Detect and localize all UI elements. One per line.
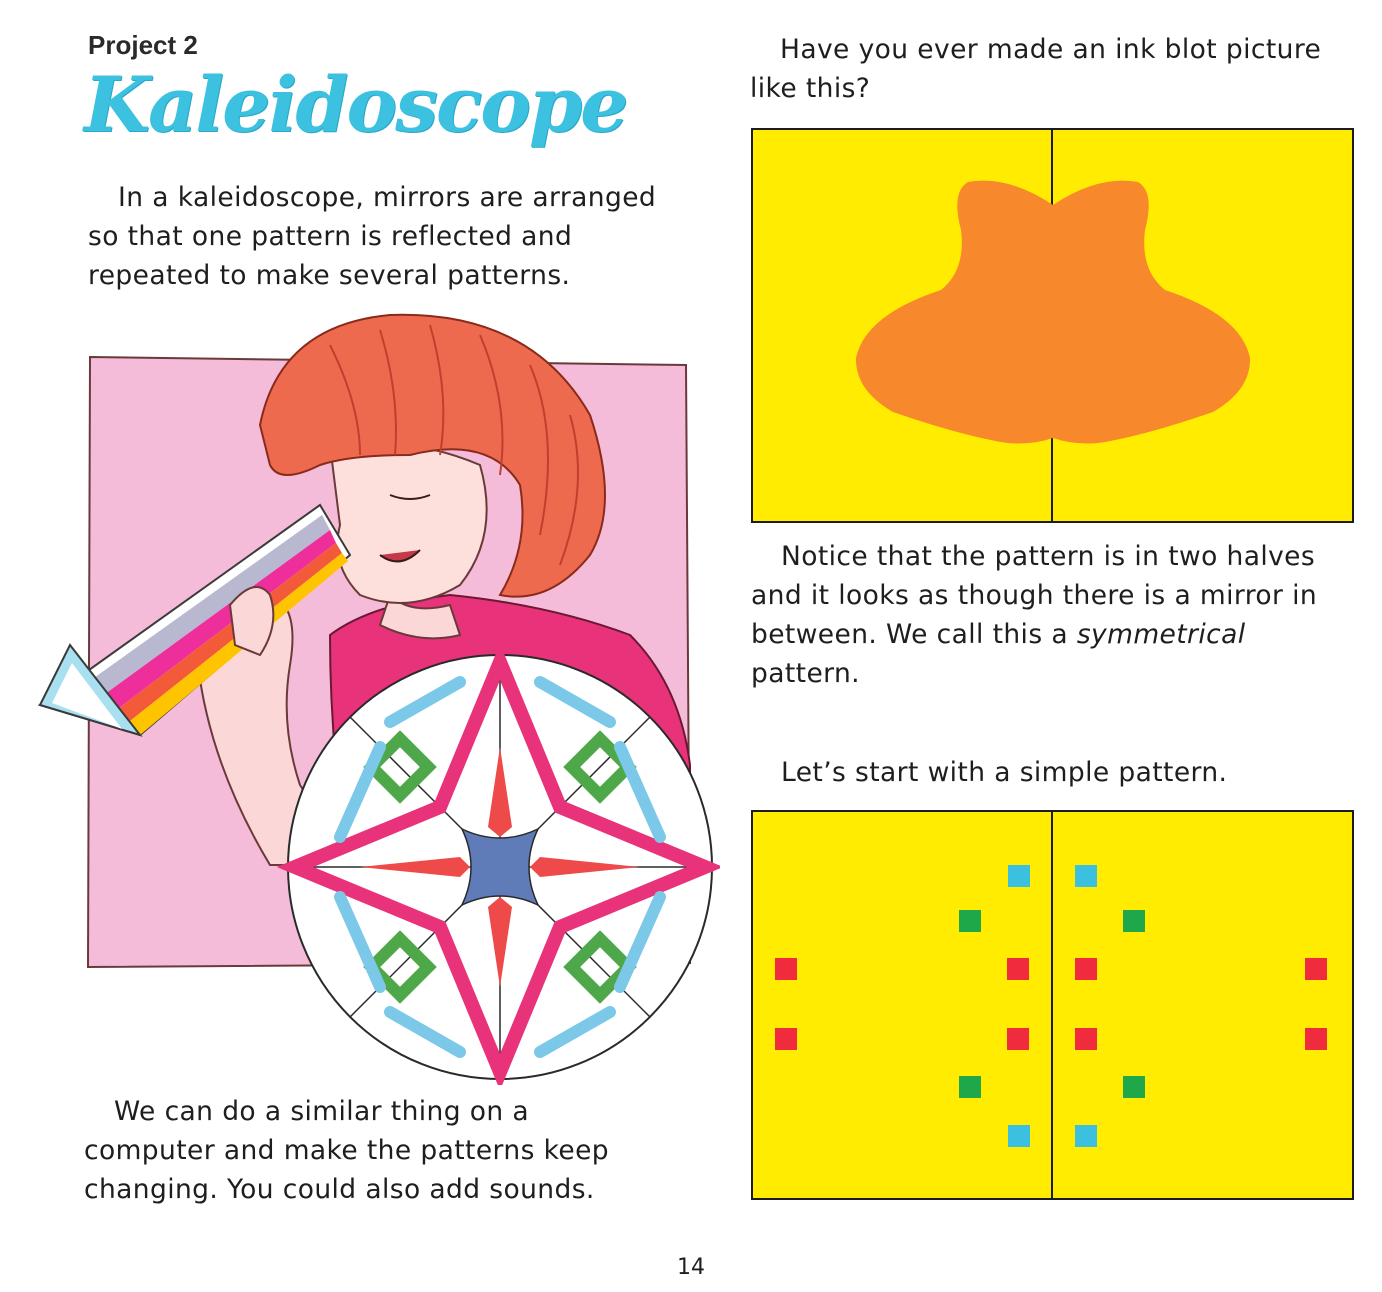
- mirror-line: [1051, 812, 1053, 1198]
- blue-square: [1008, 1125, 1030, 1147]
- outro-paragraph: [84, 1092, 684, 1209]
- red-square: [775, 1028, 797, 1050]
- simple-pattern-panel: [751, 810, 1354, 1200]
- ink-blot-panel: [751, 128, 1354, 523]
- page-title: Kaleidoscope: [84, 60, 627, 149]
- blue-square: [1075, 865, 1097, 887]
- outro-line-2: computer and make the patterns keep: [84, 1135, 610, 1166]
- red-square: [1007, 958, 1029, 980]
- notice-line-2: and it looks as though there is a mirror in: [751, 580, 1318, 611]
- red-square: [1305, 958, 1327, 980]
- start-line: Let’s start with a simple pattern.: [781, 757, 1228, 788]
- question-line-2: like this?: [750, 73, 871, 104]
- notice-paragraph: [751, 537, 1371, 693]
- question-paragraph: [750, 30, 1370, 108]
- hand: [230, 587, 273, 655]
- blue-square: [1008, 865, 1030, 887]
- page-number: 14: [677, 1255, 705, 1280]
- question-line-1: Have you ever made an ink blot picture: [780, 34, 1322, 65]
- start-paragraph: [751, 753, 1371, 792]
- red-square: [1075, 958, 1097, 980]
- red-square: [1075, 1028, 1097, 1050]
- green-square: [959, 910, 981, 932]
- ink-blot: [753, 130, 1352, 521]
- face: [330, 443, 487, 604]
- green-square: [1123, 910, 1145, 932]
- intro-paragraph: [88, 178, 688, 295]
- green-square: [959, 1076, 981, 1098]
- red-square: [1305, 1028, 1327, 1050]
- project-label: Project 2: [88, 30, 198, 60]
- outro-line-1: We can do a similar thing on a: [114, 1096, 530, 1127]
- mandala: [288, 655, 712, 1079]
- red-square: [775, 958, 797, 980]
- green-square: [1123, 1076, 1145, 1098]
- notice-line-4: pattern.: [751, 658, 860, 689]
- intro-line-3: repeated to make several patterns.: [88, 260, 571, 291]
- notice-line-3: between. We call this a: [751, 619, 1068, 650]
- kaleidoscope-illustration: [30, 305, 720, 1085]
- blue-square: [1075, 1125, 1097, 1147]
- symmetrical-term: symmetrical: [1076, 619, 1246, 650]
- intro-line-1: In a kaleidoscope, mirrors are arranged: [118, 182, 657, 213]
- outro-line-3: changing. You could also add sounds.: [84, 1174, 595, 1205]
- red-square: [1007, 1028, 1029, 1050]
- intro-line-2: so that one pattern is reflected and: [88, 221, 573, 252]
- notice-line-1: Notice that the pattern is in two halves: [781, 541, 1316, 572]
